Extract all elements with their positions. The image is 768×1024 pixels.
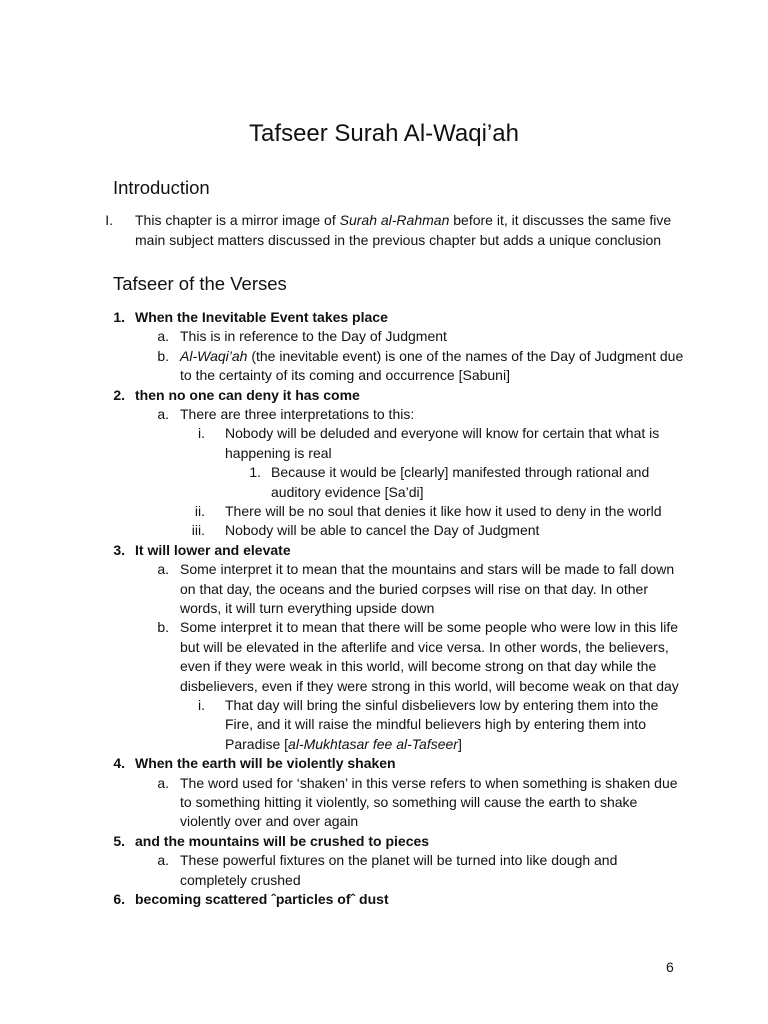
subpoint-marker: i. — [198, 697, 205, 713]
introduction-heading: Introduction — [113, 177, 210, 198]
text-segment: completely crushed — [180, 871, 301, 888]
point-line — [180, 599, 434, 618]
verse-title: When the Inevitable Event takes place — [135, 309, 388, 325]
point-marker: b. — [157, 619, 169, 636]
text-segment: violently over and over again — [180, 813, 359, 830]
text-segment: Fire, and it will raise the mindful believers high by entering them into — [225, 716, 646, 733]
subpoint-line — [225, 715, 646, 734]
point-line — [180, 851, 617, 870]
italic-title: Surah al-Rahman — [339, 212, 450, 228]
point-line — [180, 580, 648, 599]
text-segment: Because it would be [clearly] manifested through rational and — [271, 464, 650, 481]
subsub-line — [271, 483, 424, 502]
text-segment: main subject matters discussed in the previous chapter but adds a unique conclusion — [135, 232, 662, 248]
subpoint-line — [225, 735, 462, 754]
italic-title: al-Mukhtasar fee al-Tafseer — [288, 735, 458, 752]
subpoint-line — [225, 502, 662, 521]
verse-title: It will lower and elevate — [135, 541, 291, 558]
point-line — [180, 657, 656, 676]
point-marker: a. — [157, 561, 169, 578]
text-segment: Nobody will be deluded and everyone will know for certain that what is — [225, 425, 660, 442]
text-segment: There are three interpretations to this: — [180, 406, 415, 422]
point-line — [180, 366, 510, 385]
point-line — [180, 793, 637, 812]
text-segment: auditory evidence [Sa’di] — [271, 483, 424, 500]
text-segment: There will be no soul that denies it like how it used to deny in the world — [225, 503, 662, 519]
italic-title: Al-Waqi’ah — [180, 347, 248, 364]
text-segment: to the certainty of its coming and occurrence [Sabuni] — [180, 367, 510, 384]
verse-title: becoming scattered ˆparticles ofˆ dust — [135, 891, 389, 907]
text-segment: ] — [457, 735, 462, 752]
text-segment: Nobody will be able to cancel the Day of Judgment — [225, 522, 540, 539]
point-marker: a. — [157, 852, 169, 869]
document-title: Tafseer Surah Al-Waqi’ah — [249, 120, 519, 147]
point-marker: a. — [157, 328, 169, 345]
text-segment: That day will bring the sinful disbelievers low by entering them into the — [225, 697, 659, 713]
verse-number: 1. — [113, 309, 125, 325]
text-segment: Some interpret it to mean that there will be some people who were low in this life — [180, 619, 679, 636]
subpoint-line — [225, 424, 659, 443]
text-segment: Some interpret it to mean that the mountains and stars will be made to fall down — [180, 561, 675, 578]
page-number: 6 — [666, 959, 674, 975]
verse-number: 5. — [113, 832, 125, 849]
point-line — [180, 347, 683, 366]
point-line — [180, 677, 679, 696]
text-segment: This chapter is a mirror image of — [135, 212, 340, 228]
verse-number: 2. — [113, 386, 125, 403]
text-segment: even if they were weak in this world, will become strong on that day while the — [180, 658, 657, 675]
text-segment: These powerful fixtures on the planet will be turned into like dough and — [180, 852, 618, 869]
text-segment: This is in reference to the Day of Judgment — [180, 328, 447, 345]
list-marker: I. — [105, 212, 113, 228]
verse-number: 6. — [113, 891, 125, 907]
subsub-marker: 1. — [249, 464, 261, 481]
text-segment: to something hitting it violently, so something will cause the earth to shake — [180, 794, 638, 810]
point-line — [180, 560, 674, 579]
verse-title: When the earth will be violently shaken — [135, 755, 396, 772]
tafseer-heading: Tafseer of the Verses — [113, 273, 287, 294]
text-segment: happening is real — [225, 444, 332, 461]
subpoint-line — [225, 696, 658, 715]
point-marker: a. — [157, 406, 169, 422]
text-segment: words, it will turn everything upside down — [180, 600, 435, 616]
subpoint-line — [225, 521, 539, 540]
point-marker: b. — [157, 347, 169, 364]
subpoint-marker: iii. — [191, 522, 205, 539]
text-segment: on that day, the oceans and the buried corpses will rise on that day. In other — [180, 580, 648, 597]
subpoint-marker: ii. — [194, 503, 205, 519]
subpoint-line — [225, 444, 332, 463]
verse-title: and the mountains will be crushed to pieces — [135, 832, 430, 849]
point-line — [180, 327, 447, 346]
subsub-line — [271, 463, 649, 482]
text-segment: (the inevitable event) is one of the names of the Day of Judgment due — [247, 347, 684, 364]
text-segment: disbelievers, even if they were strong in this world, will become weak on that day — [180, 677, 679, 694]
text-segment: The word used for ‘shaken’ in this verse refers to when something is shaken due — [180, 774, 678, 791]
point-line — [180, 638, 669, 657]
text-segment: but will be elevated in the afterlife and vice versa. In other words, the believers, — [180, 638, 669, 655]
verse-title: then no one can deny it has come — [135, 386, 360, 403]
point-line — [180, 871, 301, 890]
subpoint-marker: i. — [198, 425, 205, 442]
introduction-line — [135, 231, 661, 250]
text-segment: before it, it discusses the same five — [449, 212, 672, 228]
point-line — [180, 812, 358, 831]
point-line — [180, 405, 414, 424]
verse-number: 4. — [113, 755, 125, 772]
point-line — [180, 774, 678, 793]
point-marker: a. — [157, 774, 169, 791]
point-line — [180, 618, 678, 637]
text-segment: Paradise [ — [225, 735, 289, 752]
verse-number: 3. — [113, 541, 125, 558]
introduction-line — [135, 211, 671, 230]
